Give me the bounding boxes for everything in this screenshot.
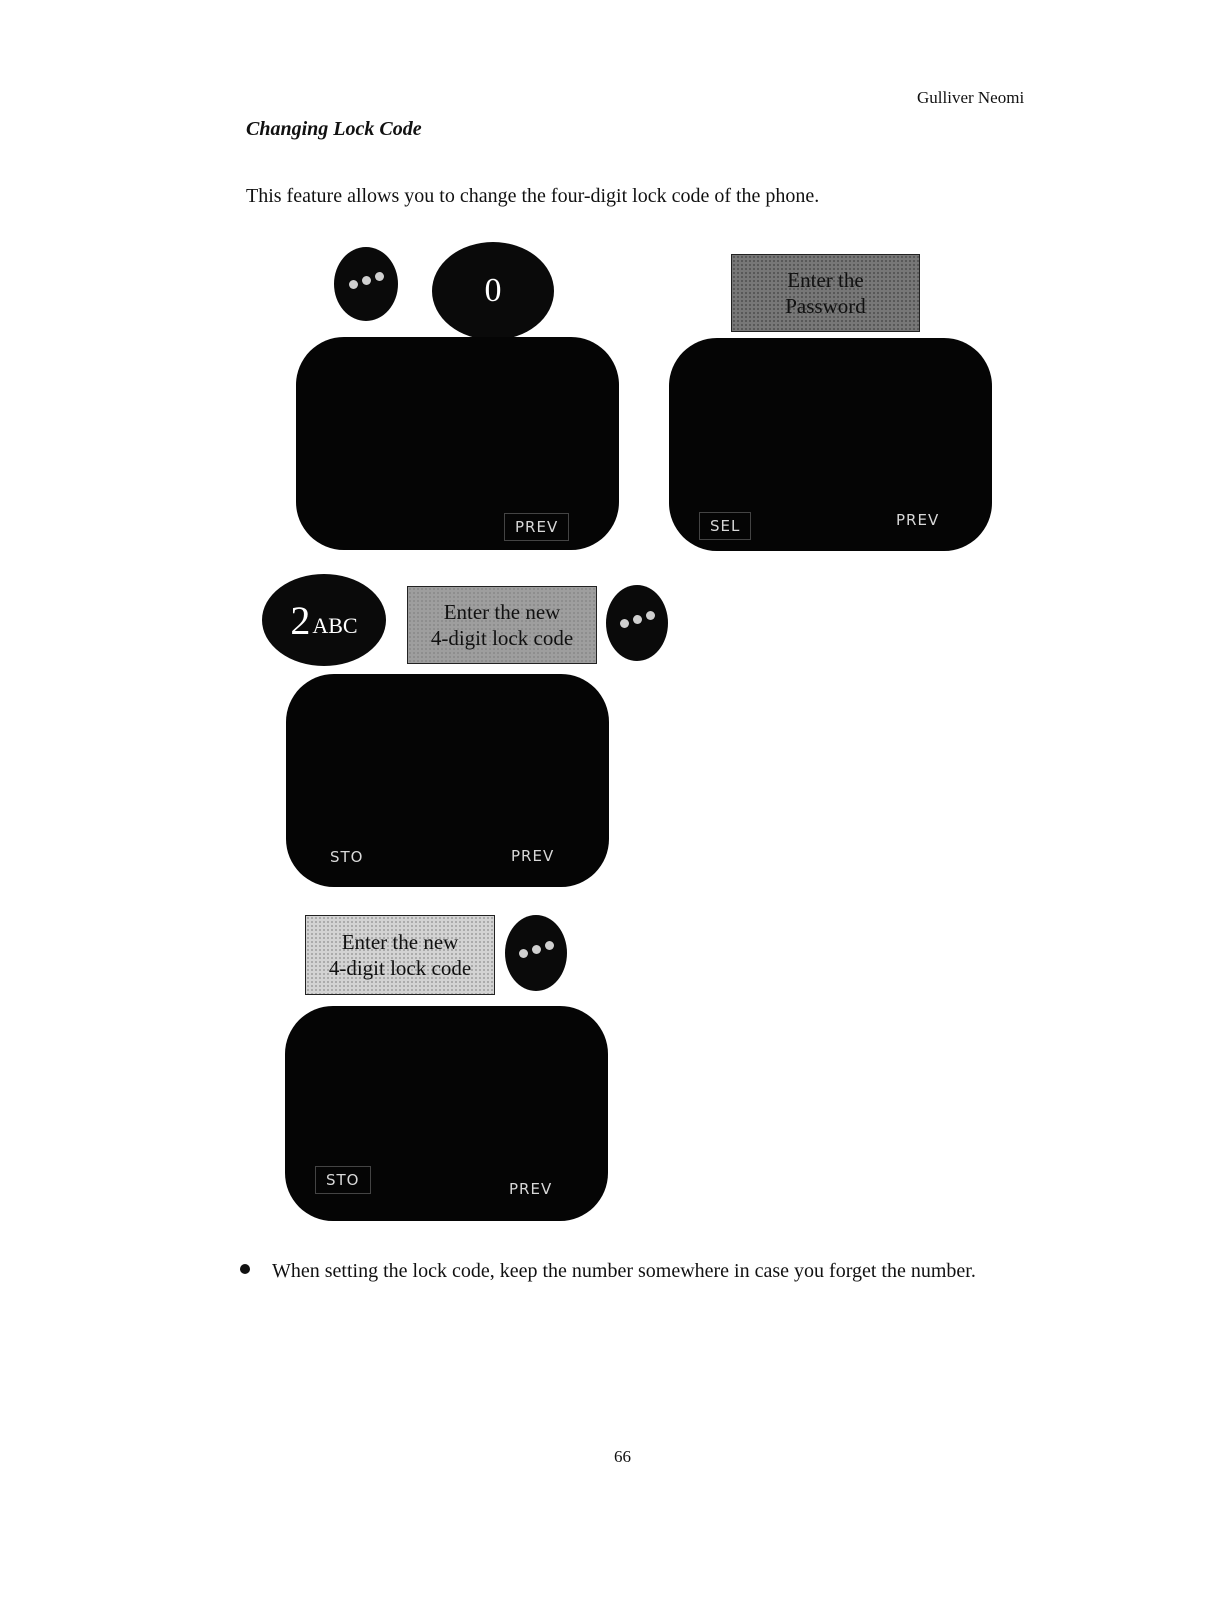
intro-text: This feature allows you to change the four-digit lock code of the phone. bbox=[246, 185, 820, 207]
phone-screen-2 bbox=[669, 338, 992, 551]
prompt-line-1: Enter the new bbox=[443, 599, 561, 624]
prompt-enter-new-code bbox=[407, 586, 597, 664]
softkey-prev: PREV bbox=[511, 847, 555, 865]
softkey-sel: SEL bbox=[699, 512, 751, 540]
page-number: 66 bbox=[614, 1447, 631, 1466]
prompt-line-2: 4-digit lock code bbox=[430, 626, 574, 650]
key-abc-label: ABC bbox=[312, 613, 358, 638]
prompt-line-1: Enter the new bbox=[341, 929, 459, 954]
section-title: Changing Lock Code bbox=[246, 118, 422, 140]
phone-screen-1 bbox=[296, 337, 619, 550]
prompt-line-1: Enter the bbox=[787, 267, 864, 292]
key-2-label: 2 bbox=[290, 597, 311, 643]
prompt-line-2: Password bbox=[785, 294, 866, 318]
phone-screen-4 bbox=[285, 1006, 608, 1221]
key-2abc-icon bbox=[262, 574, 386, 666]
note-bullet bbox=[240, 1255, 1020, 1288]
key-0-icon bbox=[432, 242, 554, 340]
prompt-enter-password bbox=[731, 254, 920, 332]
softkey-prev: PREV bbox=[509, 1180, 553, 1198]
key-0-label: 0 bbox=[484, 272, 502, 309]
softkey-sto: STO bbox=[315, 1166, 371, 1194]
menu-key-icon bbox=[505, 915, 567, 991]
menu-key-icon bbox=[606, 585, 668, 661]
header-author: Gulliver Neomi bbox=[917, 88, 1025, 107]
prompt-line-2: 4-digit lock code bbox=[328, 956, 472, 980]
softkey-prev: PREV bbox=[504, 513, 569, 541]
note-text: When setting the lock code, keep the number somewhere in case you forget the number. bbox=[272, 1260, 976, 1282]
bullet-icon bbox=[240, 1264, 250, 1274]
softkey-prev: PREV bbox=[896, 511, 940, 529]
prompt-enter-new-code bbox=[305, 915, 495, 995]
softkey-sto: STO bbox=[330, 848, 364, 866]
menu-key-icon bbox=[334, 247, 398, 321]
phone-screen-3 bbox=[286, 674, 609, 887]
